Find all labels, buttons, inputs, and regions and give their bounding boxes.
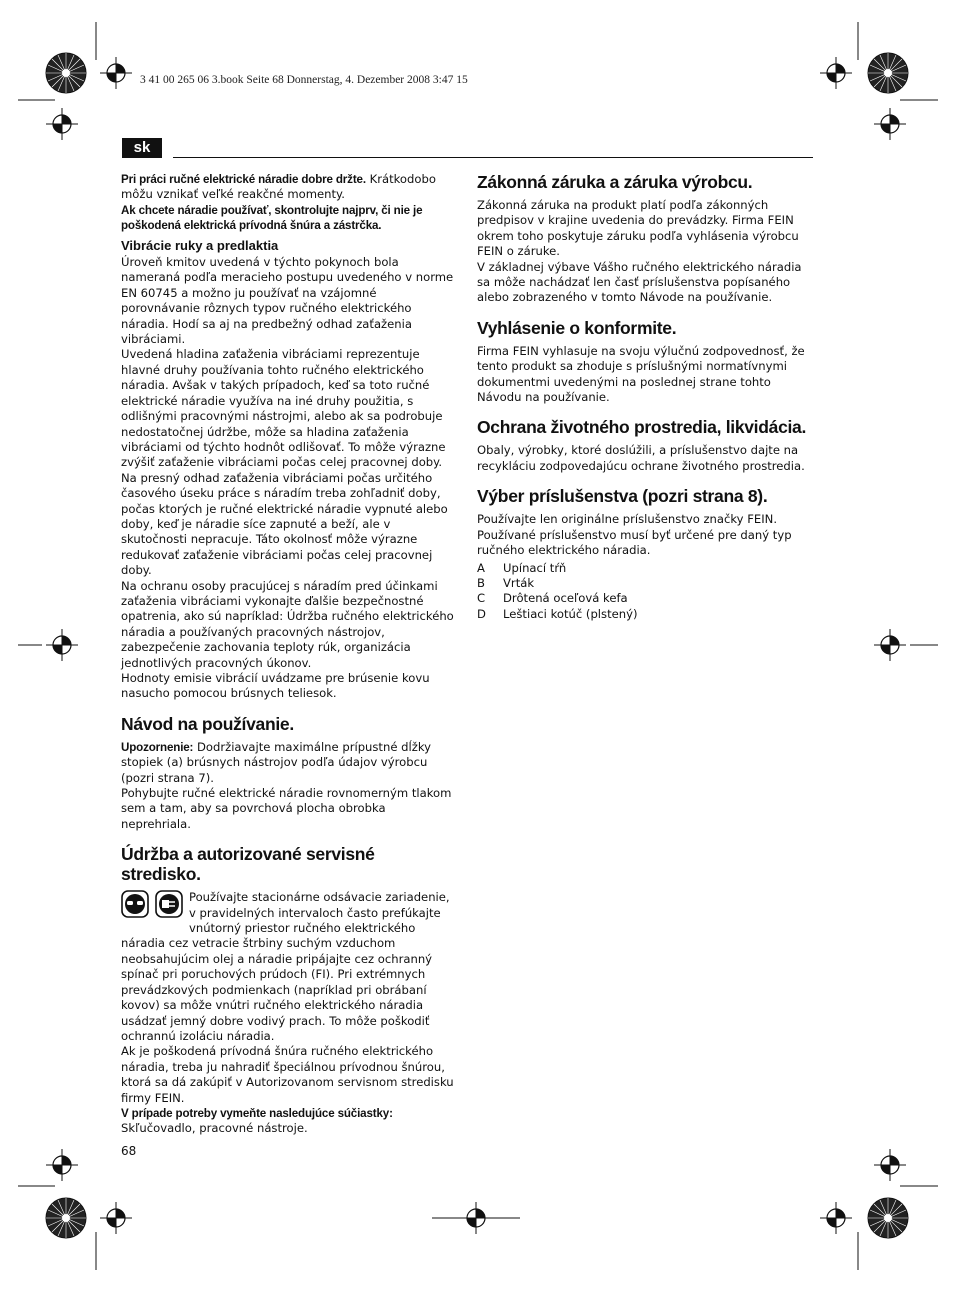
accessories-heading: Výber príslušenstva (pozri strana 8). — [477, 486, 768, 507]
maintenance-paragraph-1: Používajte stacionárne odsávacie zariadenie, v pravidelných intervaloch často prefúkajte vnútorný priestor ručného elektrického náradia cez vetracie štrbiny suchým vzduchom neobsahujúcim olej a náradie pripájajte cez ochranný spínač pri poruchových prúdoch (FI). Pri extrémnych prevádzkových podmienkach (napríklad pri obrábaní kovov) sa môže vnútri ručného elektrického náradia usádzať jemný dobre vodivý prach. To môže poškodiť ochrannú izoláciu náradia. — [121, 890, 450, 1043]
vibration-paragraph-3: Na presný odhad zaťaženia vibráciami počas určitého časového úseku práce s náradím treba zohľadniť doby, počas ktorých je ručné elektrické náradie vypnuté alebo doby, keď je náradie síce zapnuté a beží, ale v skutočnosti nepracuje. Táto okolnosť môže výrazne redukovať zaťaženie vibráciami počas celej pracovnej doby. — [121, 470, 448, 578]
eye-protection-icon — [121, 890, 149, 918]
vibration-paragraph-5: Hodnoty emisie vibrácií uvádzame pre brúsenie kovu nasucho pomocou brúsnych teliesok. — [121, 671, 430, 701]
list-item-key: C — [477, 591, 486, 606]
language-tab: sk — [122, 138, 162, 158]
environment-paragraph: Obaly, výrobky, ktoré doslúžili, a príslušenstvo dajte na recykláciu zodpovedajúcu ochrane životného prostredia. — [477, 443, 805, 473]
top-rule — [173, 157, 813, 158]
vibration-paragraph-4: Na ochranu osoby pracujúcej s náradím pred účinkami zaťaženia vibráciami vykonajte ďalšie bezpečnostné opatrenia, ako sú napríklad: Údržba ručného elektrického náradia a používaných pracovných nástrojov, zabezpečenie zachovania teploty rúk, organizácia jednotlivých pracovných úkonov. — [121, 578, 454, 670]
unplug-icon — [155, 890, 183, 918]
list-item-key: D — [477, 606, 486, 621]
list-item-text: Leštiaci kotúč (plstený) — [503, 606, 638, 621]
list-item — [477, 591, 813, 606]
list-item-text: Vrták — [503, 575, 535, 590]
maintenance-icons — [121, 890, 183, 924]
environment-heading: Ochrana životného prostredia, likvidácia. — [477, 417, 807, 438]
replace-parts-list: Skľučovadlo, pracovné nástroje. — [121, 1121, 308, 1136]
grip-warning-bold: Pri práci ručné elektrické náradie dobre držte. — [121, 173, 366, 186]
conformity-heading: Vyhlásenie o konformite. — [477, 317, 677, 338]
maintenance-heading: Údržba a autorizované servisné stredisko. — [121, 844, 375, 885]
book-header-line: 3 41 00 265 06 3.book Seite 68 Donnerstag, 4. Dezember 2008 3:47 15 — [140, 74, 468, 86]
list-item — [477, 576, 813, 591]
list-item — [477, 607, 813, 622]
page-number: 68 — [121, 1144, 137, 1158]
notice-text: Dodržiavajte maximálne prípustné dĺžky stopiek (a) brúsnych nástrojov podľa údajov výrobcu (pozri strana 7). — [121, 739, 431, 785]
replace-parts-label: V prípade potreby vymeňte nasledujúce súčiastky: — [121, 1106, 393, 1120]
vibration-subheading: Vibrácie ruky a predlaktia — [121, 237, 279, 253]
vibration-paragraph-1: Úroveň kmitov uvedená v týchto pokynoch bola nameraná podľa meracieho postupu uvedeného v norme EN 60745 a možno ju používať na vzájomné porovnávanie rôznych typov ručného elektrického náradia. Hodí sa aj na predbežný odhad zaťaženia vibráciami. — [121, 255, 454, 347]
list-item-text: Drôtená oceľová kefa — [503, 591, 628, 606]
warranty-heading: Zákonná záruka a záruka výrobcu. — [477, 172, 753, 192]
grip-warning — [121, 172, 457, 203]
conformity-paragraph: Firma FEIN vyhlasuje na svoju výlučnú zodpovednosť, že tento produkt sa zhoduje s príslušnými normatívnymi dokumentmi uvedenými na poslednej strane tohto Návodu na používanie. — [477, 343, 805, 405]
left-column — [121, 172, 457, 1137]
warranty-paragraph-1: Zákonná záruka na produkt platí podľa zákonných predpisov v krajine uvedenia do prevádzky. Firma FEIN okrem toho poskytuje záruku podľa vyhlásenia výrobcu FEIN o záruke. — [477, 198, 799, 259]
list-item — [477, 561, 813, 576]
warranty-paragraph-2: V základnej výbave Vášho ručného elektrického náradia sa môže nachádzať len časť príslušenstva popísaného alebo zobrazeného v tomto Návode na používanie. — [477, 259, 802, 305]
maintenance-paragraph-2: Ak je poškodená prívodná šnúra ručného elektrického náradia, treba ju nahradiť špeciálnou prívodnou šnúrou, ktorá sa dá zakúpiť v Autorizovanom servisnom stredisku firmy FEIN. — [121, 1044, 454, 1105]
accessories-list — [477, 561, 813, 623]
notice-label: Upozornenie: — [121, 740, 194, 754]
instructions-paragraph-1 — [121, 740, 457, 786]
right-column — [477, 172, 813, 622]
vibration-paragraph-2: Uvedená hladina zaťaženia vibráciami reprezentuje hlavné druhy používania tohto ručného elektrického náradia. Avšak v takých prípadoch, keď sa toto ručné elektrické náradie využíva na iné druhy použitia, s odlišnými pracovnými nástrojmi, alebo ak sa podrobuje nedostatočnej údržbe, môže sa hladina zaťaženia vibráciami od týchto hodnôt odlišovať. To môže výrazne zvýšiť zaťaženie vibráciami počas celej pracovnej doby. — [121, 347, 446, 470]
list-item-text: Upínací tŕň — [503, 560, 567, 575]
cord-check-warning: Ak chcete náradie používať, skontrolujte najprv, či nie je poškodená elektrická prívodná šnúra a zástrčka. — [121, 203, 423, 233]
grip-warning-text: Krátkodobo môžu vznikať veľké reakčné momenty. — [121, 172, 436, 202]
list-item-key: A — [477, 560, 485, 575]
instructions-paragraph-2: Pohybujte ručné elektrické náradie rovnomerným tlakom sem a tam, aby sa povrchová plocha obrobka neprehriala. — [121, 786, 452, 831]
instructions-heading: Návod na používanie. — [121, 713, 294, 734]
list-item-key: B — [477, 575, 485, 590]
accessories-paragraph: Používajte len originálne príslušenstvo značky FEIN. Používané príslušenstvo musí byť určené pre daný typ ručného elektrického náradia. — [477, 512, 792, 558]
